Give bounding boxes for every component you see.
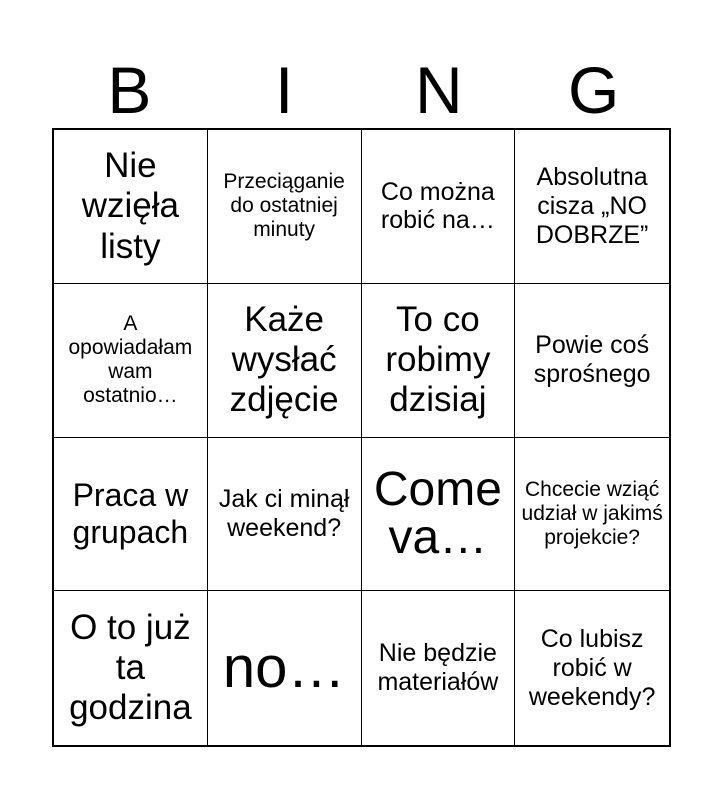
bingo-cell-r1c1[interactable] xyxy=(54,130,208,284)
bingo-cell-text: Każe wysłać zdjęcie xyxy=(229,299,339,420)
bingo-cell-text: To co robimy dzisiaj xyxy=(385,299,491,420)
bingo-cell-text: Co lubisz robić w weekendy? xyxy=(528,625,656,711)
bingo-cell-r4c3[interactable] xyxy=(362,591,516,745)
bingo-cell-r2c4[interactable] xyxy=(515,284,669,438)
bingo-cell-r3c2[interactable] xyxy=(208,438,362,592)
bingo-cell-r3c4[interactable] xyxy=(515,438,669,592)
bingo-cell-text: Nie będzie materiałów xyxy=(377,639,499,697)
bingo-cell-text: Jak ci minął weekend? xyxy=(218,485,350,542)
bingo-cell-r3c3[interactable] xyxy=(362,438,516,592)
bingo-cell-r1c2[interactable] xyxy=(208,130,362,284)
bingo-header xyxy=(52,52,671,128)
header-letter-i: I xyxy=(274,53,294,127)
header-letter-b: B xyxy=(107,53,152,127)
bingo-cell-r4c2[interactable] xyxy=(208,591,362,745)
bingo-cell-r1c3[interactable] xyxy=(362,130,516,284)
bingo-cell-text: O to już ta godzina xyxy=(69,607,192,728)
bingo-cell-r2c3[interactable] xyxy=(362,284,516,438)
bingo-cell-text: Absolutna cisza „NO DOBRZE” xyxy=(535,163,649,249)
bingo-cell-text: Przeciąganie do ostatniej minuty xyxy=(223,170,345,242)
bingo-cell-text: Come va… xyxy=(373,462,502,564)
bingo-cell-text: no… xyxy=(222,634,346,700)
bingo-cell-r3c1[interactable] xyxy=(54,438,208,592)
bingo-cell-r4c4[interactable] xyxy=(515,591,669,745)
bingo-cell-r4c1[interactable] xyxy=(54,591,208,745)
header-letter-g: G xyxy=(567,53,620,127)
bingo-cell-text: A opowiadałam wam ostatnio… xyxy=(68,311,193,408)
bingo-cell-text: Powie coś sprośnego xyxy=(533,331,651,389)
bingo-cell-text: Praca w grupach xyxy=(72,477,189,550)
bingo-cell-r1c4[interactable] xyxy=(515,130,669,284)
bingo-cell-r2c2[interactable] xyxy=(208,284,362,438)
bingo-cell-text: Chcecie wziąć udział w jakimś projekcie? xyxy=(521,477,663,549)
bingo-cell-text: Nie wzięła listy xyxy=(81,146,179,266)
bingo-cell-r2c1[interactable] xyxy=(54,284,208,438)
bingo-card-grid xyxy=(52,128,671,747)
bingo-cell-text: Co można robić na… xyxy=(380,177,495,235)
header-letter-n: N xyxy=(415,53,463,127)
